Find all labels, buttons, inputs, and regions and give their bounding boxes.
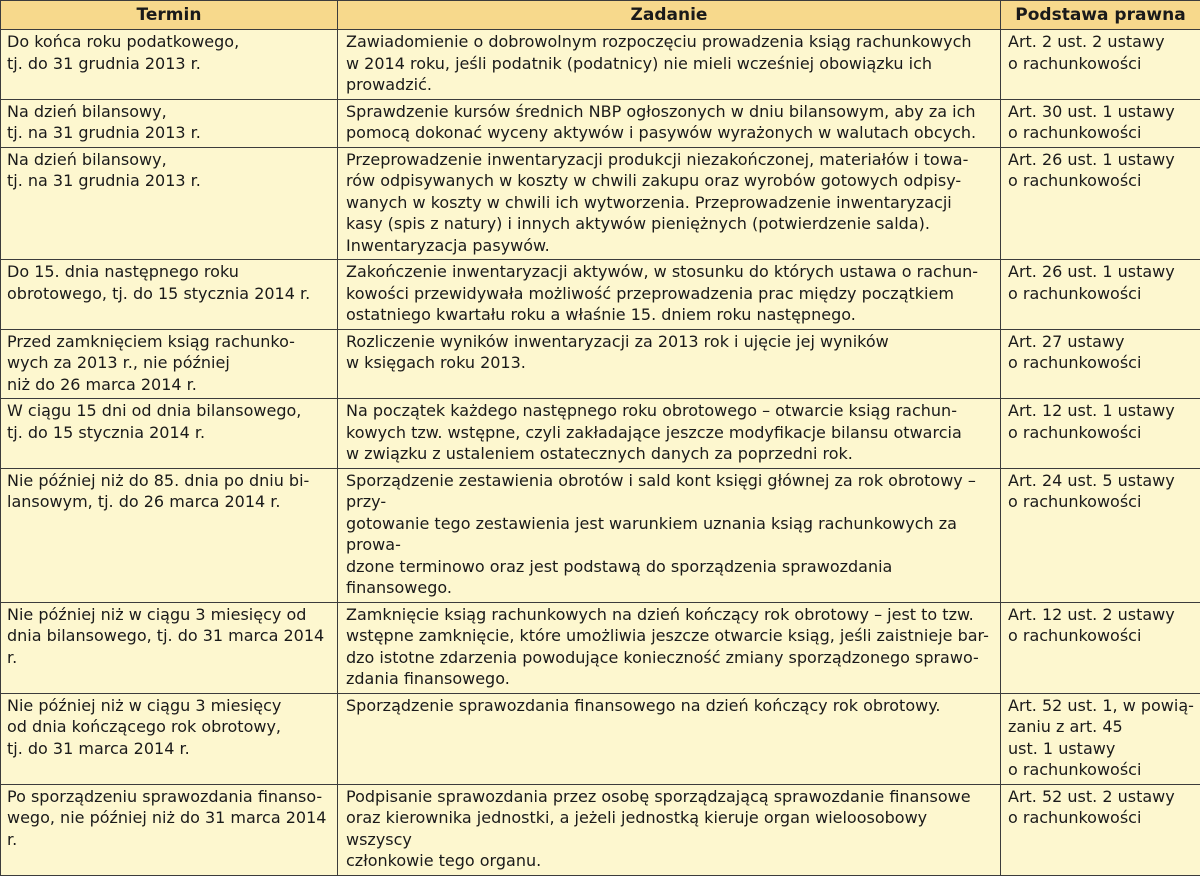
- table-row: [1, 468, 1200, 602]
- task-cell: [338, 147, 1001, 260]
- basis-cell: [1001, 329, 1200, 399]
- table-header: [1, 1, 1200, 30]
- cell-line: Art. 26 ust. 1 ustawy: [1008, 261, 1196, 283]
- cell-line: o rachunkowości: [1008, 491, 1196, 513]
- cell-line: wstępne zamknięcie, które umożliwia jeszcze otwarcie ksiąg, jeśli zaistnieje bar-: [346, 625, 996, 647]
- cell-line: w księgach roku 2013.: [346, 352, 996, 374]
- cell-line: niż do 26 marca 2014 r.: [7, 374, 333, 396]
- cell-line: tj. na 31 grudnia 2013 r.: [7, 170, 333, 192]
- cell-line: od dnia kończącego rok obrotowy,: [7, 716, 333, 738]
- cell-line: Do końca roku podatkowego,: [7, 31, 333, 53]
- basis-cell: [1001, 99, 1200, 147]
- cell-line: Zawiadomienie o dobrowolnym rozpoczęciu prowadzenia ksiąg rachunkowych: [346, 31, 996, 53]
- term-cell: [1, 260, 338, 330]
- cell-line: Sporządzenie zestawienia obrotów i sald kont księgi głównej za rok obrotowy – przy-: [346, 470, 996, 513]
- cell-line: o rachunkowości: [1008, 759, 1196, 781]
- basis-cell: [1001, 399, 1200, 469]
- term-cell: [1, 602, 338, 693]
- cell-line: Art. 12 ust. 2 ustawy: [1008, 604, 1196, 626]
- cell-line: członkowie tego organu.: [346, 850, 996, 872]
- basis-cell: [1001, 147, 1200, 260]
- term-cell: [1, 99, 338, 147]
- term-cell: [1, 399, 338, 469]
- table-row: [1, 30, 1200, 100]
- cell-line: Art. 12 ust. 1 ustawy: [1008, 400, 1196, 422]
- task-cell: [338, 693, 1001, 784]
- cell-line: W ciągu 15 dni od dnia bilansowego,: [7, 400, 333, 422]
- table-row: [1, 784, 1200, 875]
- cell-line: Sporządzenie sprawozdania finansowego na dzień kończący rok obrotowy.: [346, 695, 996, 717]
- cell-line: pomocą dokonać wyceny aktywów i pasywów wyrażonych w walutach obcych.: [346, 122, 996, 144]
- cell-line: o rachunkowości: [1008, 170, 1196, 192]
- table-row: [1, 99, 1200, 147]
- cell-line: Art. 27 ustawy: [1008, 331, 1196, 353]
- cell-line: w 2014 roku, jeśli podatnik (podatnicy) nie mieli wcześniej obowiązku ich prowadzić.: [346, 53, 996, 96]
- task-cell: [338, 784, 1001, 875]
- cell-line: dnia bilansowego, tj. do 31 marca 2014 r.: [7, 625, 333, 668]
- cell-line: tj. na 31 grudnia 2013 r.: [7, 122, 333, 144]
- cell-line: Na dzień bilansowy,: [7, 149, 333, 171]
- cell-line: gotowanie tego zestawienia jest warunkiem uznania ksiąg rachunkowych za prowa-: [346, 513, 996, 556]
- header-podstawa: Podstawa prawna: [1001, 1, 1200, 30]
- header-termin: Termin: [1, 1, 338, 30]
- cell-line: o rachunkowości: [1008, 352, 1196, 374]
- task-cell: [338, 602, 1001, 693]
- basis-cell: [1001, 784, 1200, 875]
- term-cell: [1, 30, 338, 100]
- header-row: [1, 1, 1200, 30]
- cell-line: Art. 52 ust. 2 ustawy: [1008, 786, 1196, 808]
- cell-line: tj. do 15 stycznia 2014 r.: [7, 422, 333, 444]
- cell-line: Sprawdzenie kursów średnich NBP ogłoszonych w dniu bilansowym, aby za ich: [346, 101, 996, 123]
- cell-line: o rachunkowości: [1008, 807, 1196, 829]
- cell-line: o rachunkowości: [1008, 122, 1196, 144]
- cell-line: obrotowego, tj. do 15 stycznia 2014 r.: [7, 283, 333, 305]
- term-cell: [1, 784, 338, 875]
- cell-line: Rozliczenie wyników inwentaryzacji za 2013 rok i ujęcie jej wyników: [346, 331, 996, 353]
- task-cell: [338, 399, 1001, 469]
- task-cell: [338, 99, 1001, 147]
- table-row: [1, 260, 1200, 330]
- cell-line: o rachunkowości: [1008, 283, 1196, 305]
- cell-line: dzo istotne zdarzenia powodujące konieczność zmiany sporządzonego sprawo-: [346, 647, 996, 669]
- task-cell: [338, 30, 1001, 100]
- cell-line: wego, nie później niż do 31 marca 2014 r.: [7, 807, 333, 850]
- cell-line: dzone terminowo oraz jest podstawą do sporządzenia sprawozdania finansowego.: [346, 556, 996, 599]
- task-cell: [338, 329, 1001, 399]
- cell-line: Przeprowadzenie inwentaryzacji produkcji niezakończonej, materiałów i towa-: [346, 149, 996, 171]
- cell-line: oraz kierownika jednostki, a jeżeli jednostką kieruje organ wieloosobowy wszyscy: [346, 807, 996, 850]
- basis-cell: [1001, 30, 1200, 100]
- cell-line: kowości przewidywała możliwość przeprowadzenia prac między początkiem: [346, 283, 996, 305]
- basis-cell: [1001, 260, 1200, 330]
- cell-line: rów odpisywanych w koszty w chwili zakupu oraz wyrobów gotowych odpisy-: [346, 170, 996, 192]
- cell-line: o rachunkowości: [1008, 422, 1196, 444]
- table-body: [1, 30, 1200, 876]
- cell-line: kasy (spis z natury) i innych aktywów pieniężnych (potwierdzenie salda).: [346, 213, 996, 235]
- cell-line: Na początek każdego następnego roku obrotowego – otwarcie ksiąg rachun-: [346, 400, 996, 422]
- basis-cell: [1001, 693, 1200, 784]
- table-row: [1, 602, 1200, 693]
- table-row: [1, 147, 1200, 260]
- term-cell: [1, 693, 338, 784]
- cell-line: Do 15. dnia następnego roku: [7, 261, 333, 283]
- cell-line: Zamknięcie ksiąg rachunkowych na dzień kończący rok obrotowy – jest to tzw.: [346, 604, 996, 626]
- cell-line: Nie później niż w ciągu 3 miesięcy od: [7, 604, 333, 626]
- task-cell: [338, 260, 1001, 330]
- cell-line: ust. 1 ustawy: [1008, 738, 1196, 760]
- cell-line: kowych tzw. wstępne, czyli zakładające jeszcze modyfikacje bilansu otwarcia: [346, 422, 996, 444]
- cell-line: o rachunkowości: [1008, 53, 1196, 75]
- cell-line: Po sporządzeniu sprawozdania finanso-: [7, 786, 333, 808]
- task-cell: [338, 468, 1001, 602]
- cell-line: Inwentaryzacja pasywów.: [346, 235, 996, 257]
- cell-line: Podpisanie sprawozdania przez osobę sporządzającą sprawozdanie finansowe: [346, 786, 996, 808]
- term-cell: [1, 468, 338, 602]
- cell-line: Art. 52 ust. 1, w powią-: [1008, 695, 1196, 717]
- cell-line: lansowym, tj. do 26 marca 2014 r.: [7, 491, 333, 513]
- cell-line: Nie później niż w ciągu 3 miesięcy: [7, 695, 333, 717]
- cell-line: ostatniego kwartału roku a właśnie 15. dniem roku następnego.: [346, 304, 996, 326]
- cell-line: Na dzień bilansowy,: [7, 101, 333, 123]
- cell-line: wych za 2013 r., nie później: [7, 352, 333, 374]
- cell-line: zaniu z art. 45: [1008, 716, 1196, 738]
- cell-line: tj. do 31 marca 2014 r.: [7, 738, 333, 760]
- cell-line: tj. do 31 grudnia 2013 r.: [7, 53, 333, 75]
- term-cell: [1, 329, 338, 399]
- table-row: [1, 693, 1200, 784]
- table-row: [1, 329, 1200, 399]
- cell-line: Nie później niż do 85. dnia po dniu bi-: [7, 470, 333, 492]
- cell-line: Przed zamknięciem ksiąg rachunko-: [7, 331, 333, 353]
- cell-line: Art. 24 ust. 5 ustawy: [1008, 470, 1196, 492]
- cell-line: w związku z ustaleniem ostatecznych danych za poprzedni rok.: [346, 443, 996, 465]
- cell-line: Art. 2 ust. 2 ustawy: [1008, 31, 1196, 53]
- header-zadanie: Zadanie: [338, 1, 1001, 30]
- cell-line: Art. 30 ust. 1 ustawy: [1008, 101, 1196, 123]
- table-row: [1, 399, 1200, 469]
- basis-cell: [1001, 468, 1200, 602]
- basis-cell: [1001, 602, 1200, 693]
- cell-line: Art. 26 ust. 1 ustawy: [1008, 149, 1196, 171]
- cell-line: wanych w koszty w chwili ich wytworzenia. Przeprowadzenie inwentaryzacji: [346, 192, 996, 214]
- cell-line: zdania finansowego.: [346, 668, 996, 690]
- cell-line: o rachunkowości: [1008, 625, 1196, 647]
- cell-line: Zakończenie inwentaryzacji aktywów, w stosunku do których ustawa o rachun-: [346, 261, 996, 283]
- term-cell: [1, 147, 338, 260]
